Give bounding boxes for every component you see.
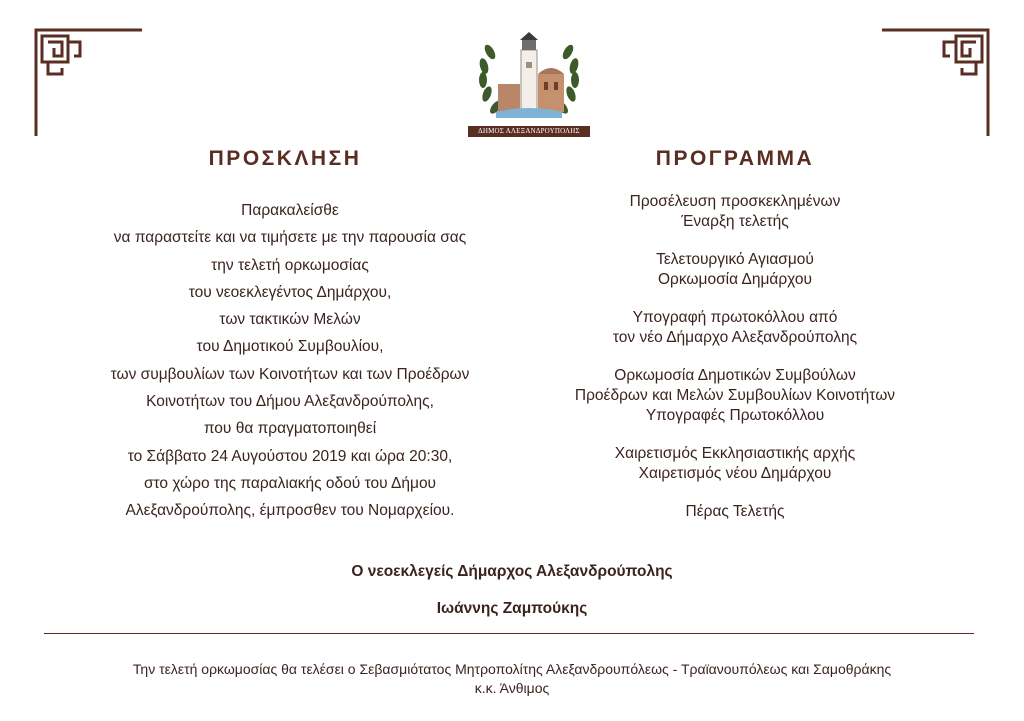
- invitation-line: Παρακαλείσθε: [241, 202, 339, 219]
- program-line: Προσέλευση προσκεκλημένων: [629, 193, 841, 210]
- program-line: Χαιρετισμός Εκκλησιαστικής αρχής: [614, 445, 856, 462]
- program-line: Ορκωμοσία Δημάρχου: [657, 271, 812, 288]
- program-list: [540, 192, 930, 540]
- municipality-emblem: [468, 22, 590, 140]
- invitation-line: την τελετή ορκωμοσίας: [211, 256, 369, 274]
- program-item: [540, 444, 930, 484]
- program-item: [540, 366, 930, 426]
- program-line: Έναρξη τελετής: [681, 213, 789, 230]
- program-line: Τελετουργικό Αγιασμού: [656, 251, 814, 268]
- lighthouse-emblem-icon: [468, 22, 590, 128]
- invitation-line: το Σάββατο 24 Αυγούστου 2019 και ώρα 20:30,: [127, 447, 453, 465]
- invitation-line: που θα πραγματοποιηθεί: [203, 420, 377, 438]
- invitation-heading: ΠΡΟΣΚΛΗΣΗ: [208, 147, 362, 170]
- program-item: [540, 308, 930, 348]
- program-line: τον νέο Δήμαρχο Αλεξανδρούπολης: [612, 329, 858, 346]
- divider: [44, 633, 974, 634]
- program-item: [540, 192, 930, 232]
- program-line: Ορκωμοσία Δημοτικών Συμβούλων: [614, 367, 856, 384]
- invitation-line: να παραστείτε και να τιμήσετε με την παρουσία σας: [113, 229, 467, 247]
- greek-key-corner-left-icon: [34, 28, 144, 138]
- footnote-line: Την τελετή ορκωμοσίας θα τελέσει ο Σεβασμιότατος Μητροπολίτης Αλεξανδρουπόλεως - Τραϊανουπόλεως και Σαμοθράκης: [132, 661, 892, 677]
- invitation-line: του Δημοτικού Συμβουλίου,: [196, 338, 384, 356]
- program-heading: ΠΡΟΓΡΑΜΜΑ: [655, 147, 815, 170]
- program-item: [540, 250, 930, 290]
- signature-title: Ο νεοεκλεγείς Δήμαρχος Αλεξανδρούπολης: [351, 563, 673, 580]
- program-line: Υπογραφές Πρωτοκόλλου: [645, 407, 825, 424]
- invitation-line: του νεοεκλεγέντος Δημάρχου,: [188, 283, 392, 301]
- program-line: Χαιρετισμός νέου Δημάρχου: [638, 465, 832, 482]
- program-line: Υπογραφή πρωτοκόλλου από: [632, 309, 838, 326]
- program-item: [540, 502, 930, 522]
- program-line: Πέρας Τελετής: [685, 503, 785, 520]
- invitation-line: Κοινοτήτων του Δήμου Αλεξανδρούπολης,: [146, 393, 434, 411]
- footnote: [0, 660, 1024, 698]
- program-line: Προέδρων και Μελών Συμβουλίων Κοινοτήτων: [574, 387, 896, 404]
- invitation-line: Αλεξανδρούπολης, έμπροσθεν του Νομαρχείου.: [125, 502, 455, 520]
- signature-name: Ιωάννης Ζαμπούκης: [436, 600, 588, 617]
- invitation-text: [60, 197, 520, 525]
- footnote-line: κ.κ. Άνθιμος: [474, 680, 550, 696]
- emblem-caption: ΔΗΜΟΣ ΑΛΕΞΑΝΔΡΟΥΠΟΛΗΣ: [468, 126, 590, 137]
- invitation-line: των συμβουλίων των Κοινοτήτων και των Προέδρων: [110, 365, 470, 383]
- invitation-line: στο χώρο της παραλιακής οδού του Δήμου: [143, 474, 437, 492]
- greek-key-corner-right-icon: [880, 28, 990, 138]
- invitation-line: των τακτικών Μελών: [219, 311, 361, 329]
